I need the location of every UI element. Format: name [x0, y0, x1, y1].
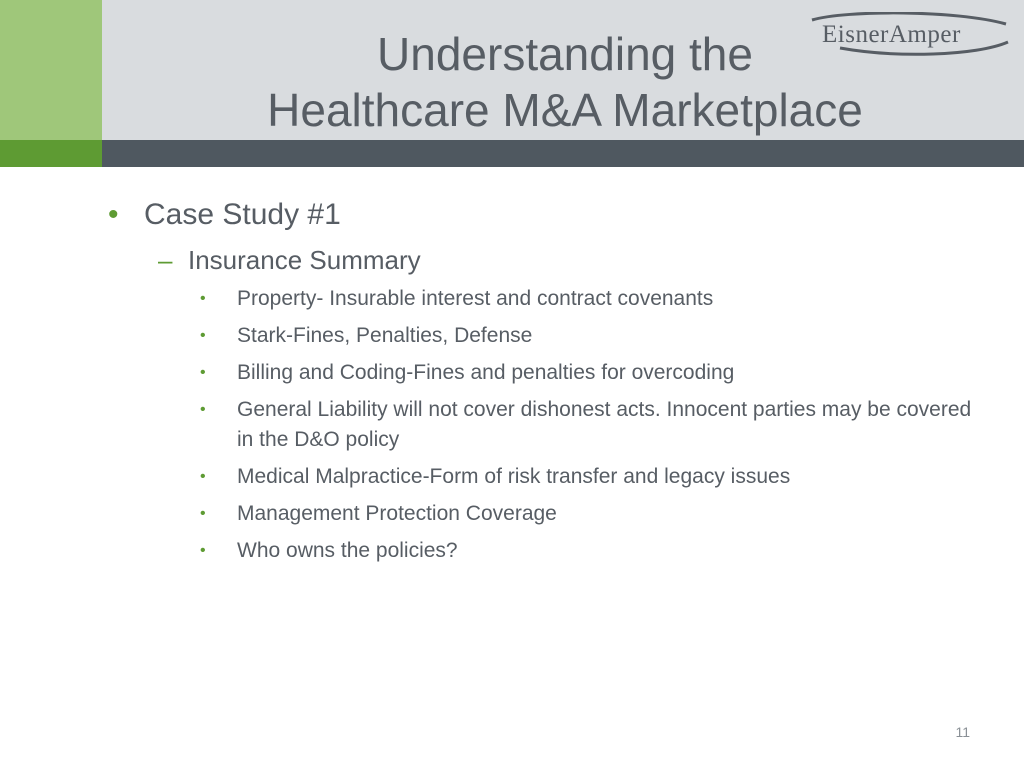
page-number: 11 [955, 724, 970, 740]
level2-bullet [158, 244, 421, 276]
bullet-dot-icon: • [200, 401, 206, 418]
list-item: • Management Protection Coverage [200, 499, 980, 529]
level2-text: Insurance Summary [188, 245, 421, 275]
level1-text: Case Study #1 [144, 198, 341, 231]
dash-icon: – [158, 245, 173, 275]
list-item: • Who owns the policies? [200, 536, 980, 566]
bullet-dot-icon: • [200, 505, 206, 522]
bullet-dot-icon: • [200, 542, 206, 559]
eisneramper-logo [806, 12, 1014, 58]
list-item: • Stark-Fines, Penalties, Defense [200, 321, 980, 351]
bullet-dot-icon: • [200, 468, 206, 485]
slide-title-line1: Understanding the [377, 28, 753, 80]
slide-title-line2: Healthcare M&A Marketplace [267, 84, 863, 136]
list-item: • Billing and Coding-Fines and penalties for overcoding [200, 358, 980, 388]
header-accent-block [0, 0, 102, 140]
level3-list [200, 284, 980, 573]
level1-bullet [108, 197, 341, 233]
header-band-green [0, 140, 102, 167]
bullet-dot-icon: • [200, 327, 206, 344]
list-item: • General Liability will not cover dishonest acts. Innocent parties may be covered in the D&O policy [200, 395, 980, 455]
bullet-dot-icon: • [200, 290, 206, 307]
logo-wordmark: EisnerAmper [822, 21, 961, 48]
list-item: • Medical Malpractice-Form of risk transfer and legacy issues [200, 462, 980, 492]
bullet-dot-icon: • [200, 364, 206, 381]
header-band-dark [102, 140, 1024, 167]
bullet-dot-icon: • [108, 198, 119, 231]
list-item: • Property- Insurable interest and contract covenants [200, 284, 980, 314]
